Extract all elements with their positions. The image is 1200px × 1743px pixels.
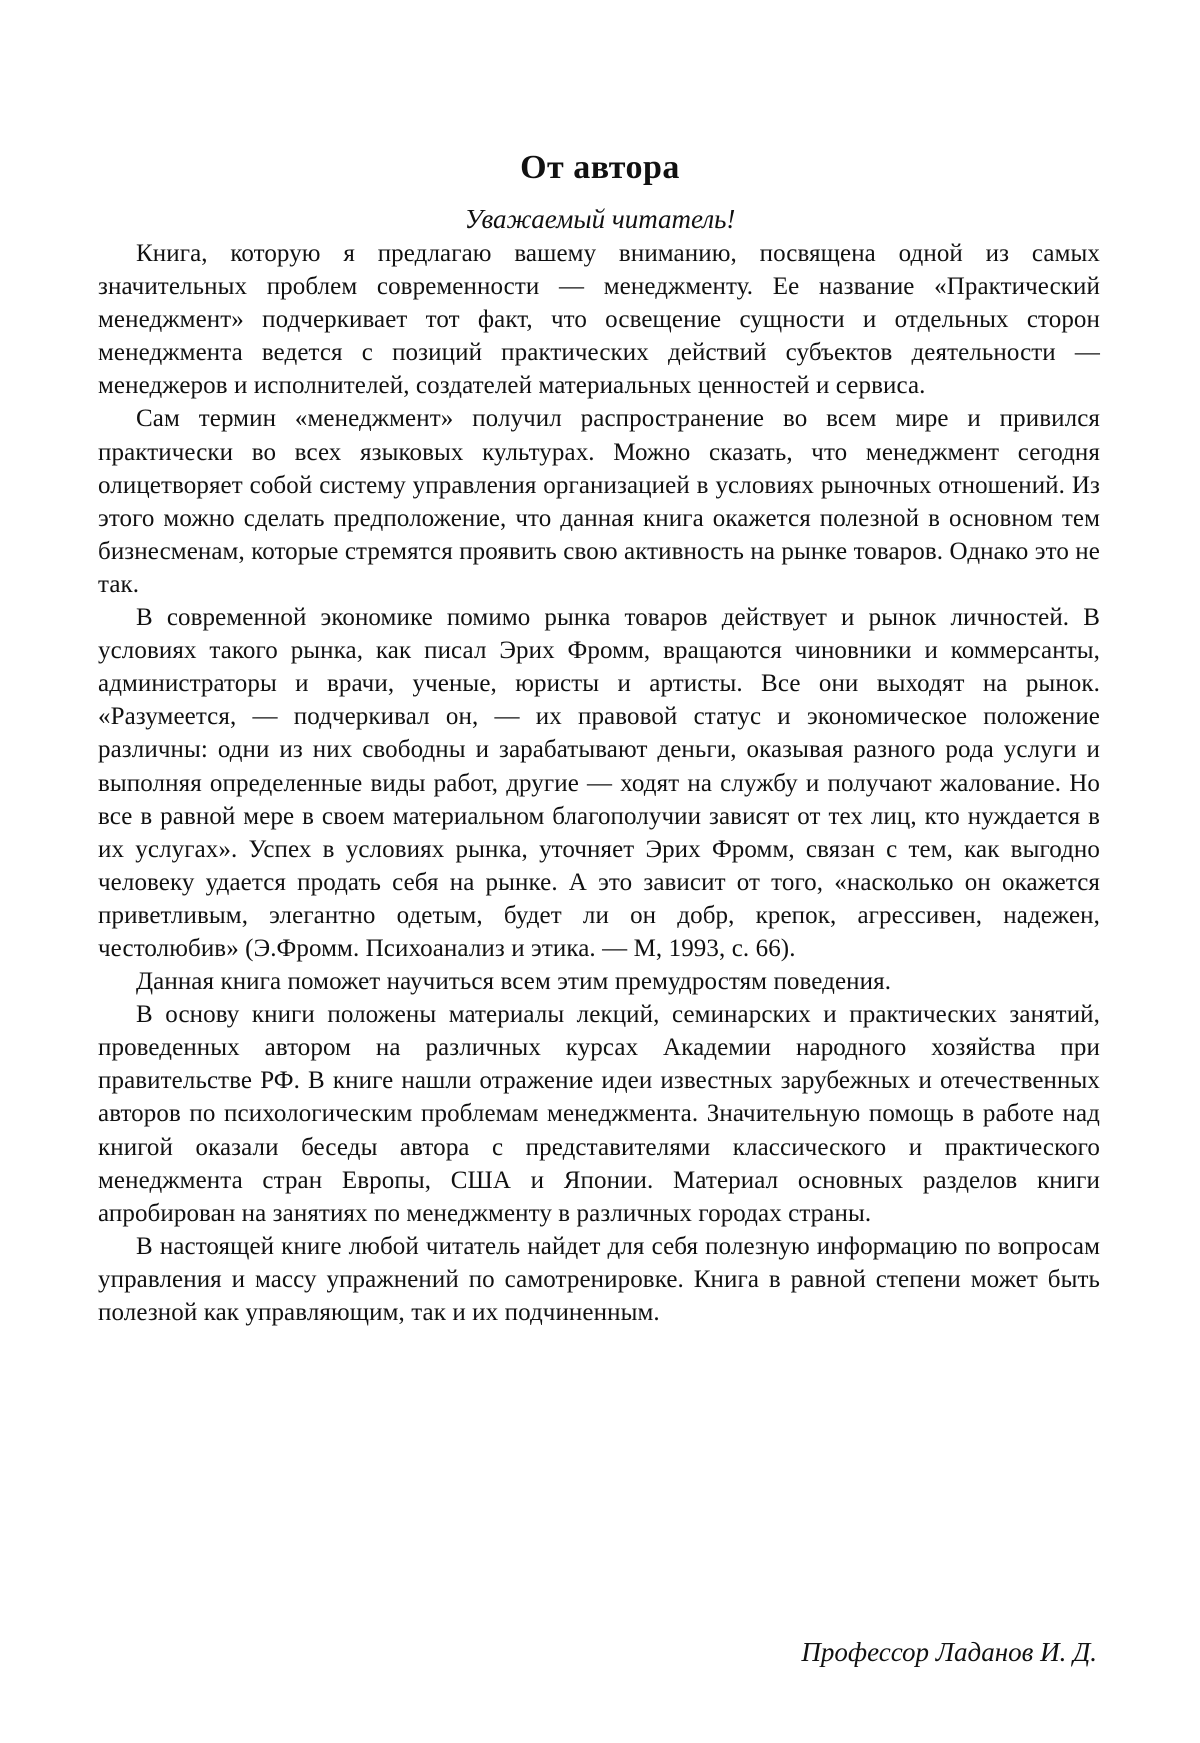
body-text [98,237,1100,1329]
paragraph-5: В основу книги положены материалы лекций, семинарских и практических занятий, проведенных автором на различных курсах Академии народного хозяйства при правительстве РФ. В книге нашли отражение идеи известных зарубежных и отечественных авторов по психологическим проблемам менеджмента. Значительную помощь в работе над книгой оказали беседы автора с представителями классического и практического менеджмента стран Европы, США и Японии. Материал основных разделов книги апробирован на занятиях по менеджменту в различных городах страны. [98,1001,1100,1227]
author-signature: Профессор Ладанов И. Д. [801,1637,1097,1667]
paragraph-4: Данная книга поможет научиться всем этим премудростям поведения. [136,968,892,996]
paragraph-6: В настоящей книге любой читатель найдет для себя полезную информацию по вопросам управления и массу упражнений по самотренировке. Книга в равной степени может быть полезной как управляющим, так и их подчиненным. [98,1232,1100,1326]
section-title: От автора [520,149,680,186]
paragraph-1: Книга, которую я предлагаю вашему вниманию, посвящена одной из самых значительных проблем современности — менеджменту. Ее название «Практический менеджмент» подчеркивает тот факт, что освещение сущности и отдельных сторон менеджмента ведется с позиций практических действий субъектов деятельности — менеджеров и исполнителей, создателей материальных ценностей и сервиса. [98,240,1100,400]
paragraph-2: Сам термин «менеджмент» получил распространение во всем мире и привился практически во всех языковых культурах. Можно сказать, что менеджмент сегодня олицетворяет собой систему управления организацией в условиях рыночных отношений. Из этого можно сделать предположение, что данная книга окажется полезной в основном тем бизнесменам, которые стремятся проявить свою активность на рынке товаров. Однако это не так. [98,405,1100,598]
greeting: Уважаемый читатель! [464,204,736,234]
paragraph-3: В современной экономике помимо рынка товаров действует и рынок личностей. В условиях такого рынка, как писал Эрих Фромм, вращаются чиновники и коммерсанты, администраторы и врачи, ученые, юристы и артисты. Все они выходят на рынок. «Разумеется, — подчеркивал он, — их правовой статус и экономическое положение различны: одни из них свободны и зарабатывают деньги, оказывая разного рода услуги и выполняя определенные виды работ, другие — ходят на службу и получают жалование. Но все в равной мере в своем материальном благополучии зависят от тех лиц, кто нуждается в их услугах». Успех в условиях рынка, уточняет Эрих Фромм, связан с тем, как выгодно человеку удается продать себя на рынке. А это зависит от того, «насколько он окажется приветливым, элегантно одетым, будет ли он добр, крепок, агрессивен, надежен, честолюбив» (Э.Фромм. Психоанализ и этика. — М, 1993, с. 66). [98,604,1100,962]
